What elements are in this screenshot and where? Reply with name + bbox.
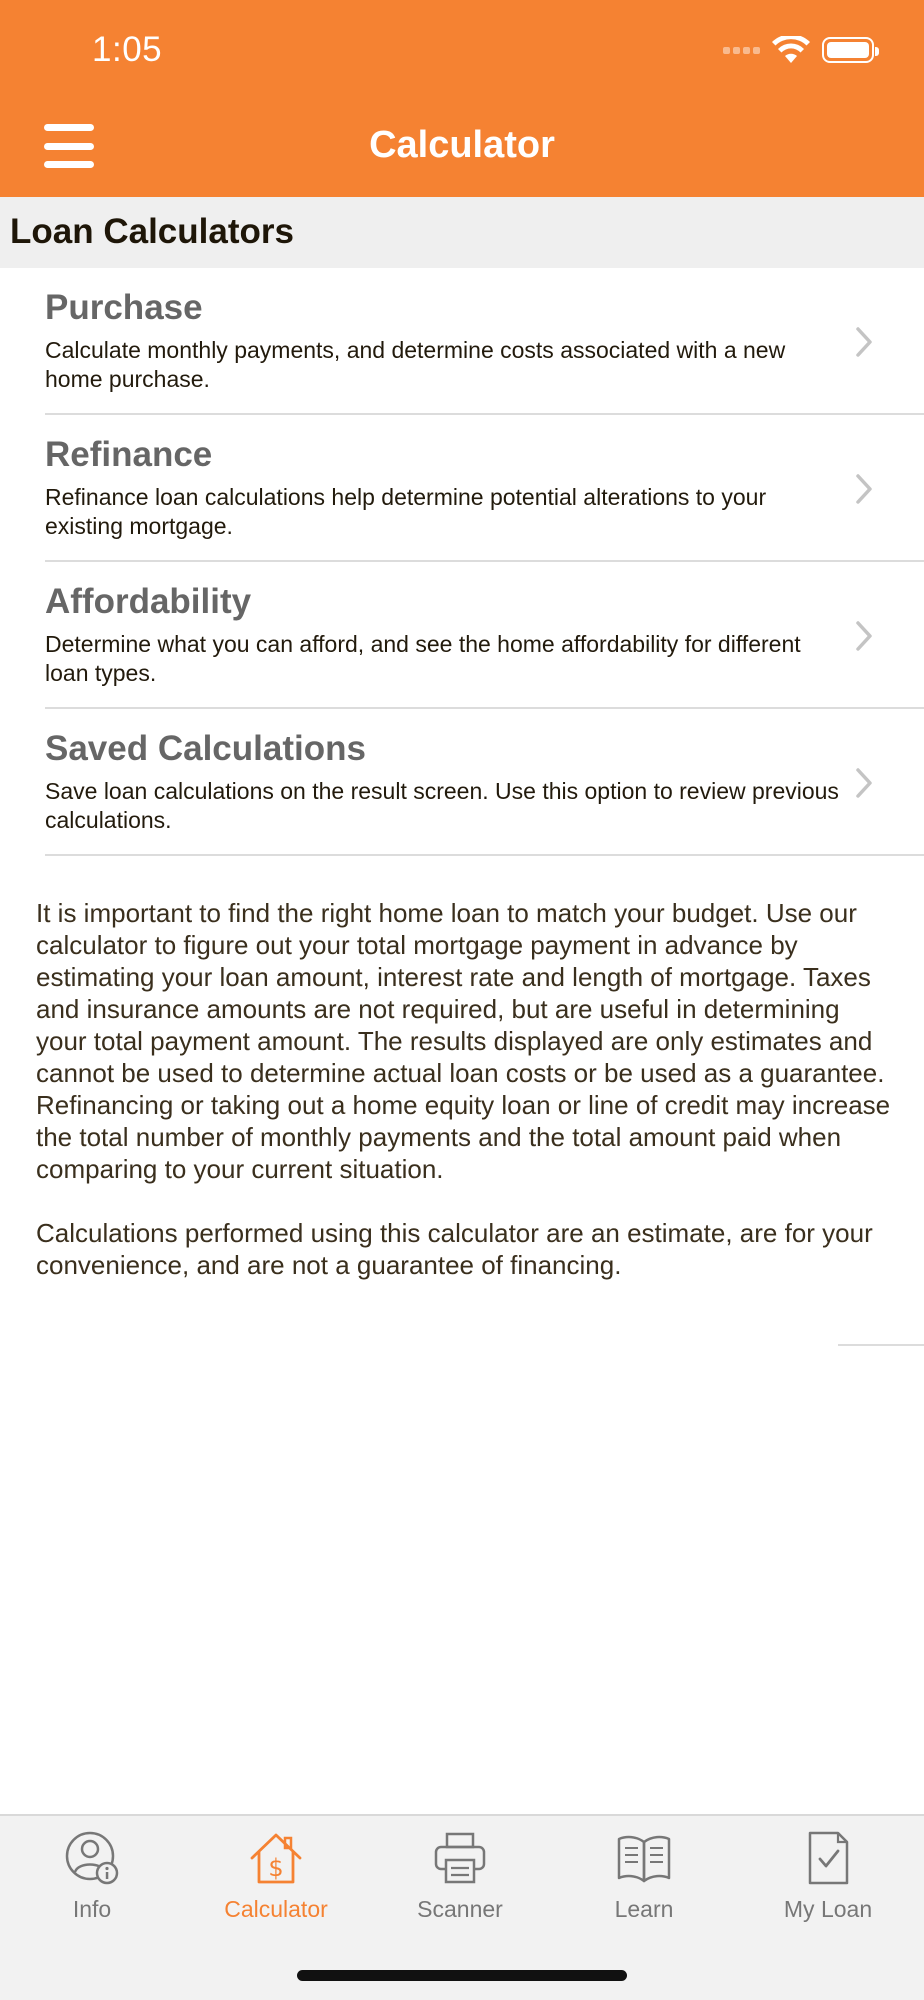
section-title: Loan Calculators [10, 212, 294, 251]
calculator-item-title: Affordability [45, 582, 252, 621]
calculator-item-description: Determine what you can afford, and see the home affordability for different loan types. [45, 631, 801, 686]
tab-label: My Loan [783, 1896, 873, 1922]
calculator-item-title: Purchase [45, 288, 203, 327]
cellular-signal-icon [723, 47, 760, 54]
calculator-item-affordability[interactable] [0, 562, 924, 709]
status-icons [723, 36, 874, 64]
calculator-disclaimer [36, 897, 896, 1281]
wifi-icon [772, 36, 810, 64]
calculator-item-description: Calculate monthly payments, and determine costs associated with a new home purchase. [45, 337, 786, 392]
home-indicator [297, 1970, 627, 1981]
tab-label: Info [72, 1896, 112, 1922]
person-info-icon [64, 1830, 120, 1886]
tab-label: Learn [614, 1896, 674, 1922]
disclaimer-paragraph: It is important to find the right home loan to match your budget. Use our calculator to figure out your total mortgage payment in advance by estimating your loan amount, interest rate and length of mortgage. Taxes and insurance amounts are not required, but are useful in determining your total payment amount. The results displayed are only estimates and cannot be used to determine actual loan costs or be used as a guarantee. Refinancing or taking out a home equity loan or line of credit may increase the total number of monthly payments and the total amount paid when comparing to your current situation. [36, 898, 891, 1184]
chevron-right-icon [849, 766, 879, 800]
svg-text:$: $ [268, 1854, 284, 1882]
status-time: 1:05 [92, 30, 163, 69]
tab-label: Scanner [417, 1896, 503, 1922]
tab-calculator[interactable] [184, 1830, 368, 1940]
tab-label: Calculator [224, 1896, 328, 1922]
chevron-right-icon [849, 325, 879, 359]
tab-info[interactable] [0, 1830, 184, 1940]
divider [838, 1344, 924, 1346]
chevron-right-icon [849, 472, 879, 506]
tab-scanner[interactable] [368, 1830, 552, 1940]
house-dollar-icon [248, 1830, 304, 1886]
document-check-icon [800, 1830, 856, 1886]
calculator-item-refinance[interactable] [0, 415, 924, 562]
calculator-item-title: Refinance [45, 435, 213, 474]
row-divider [45, 854, 924, 856]
printer-icon [432, 1830, 488, 1886]
section-header [0, 197, 924, 268]
tab-learn[interactable] [552, 1830, 736, 1940]
disclaimer-paragraph: Calculations performed using this calculator are an estimate, are for your convenience, and are not a guarantee of financing. [36, 1218, 873, 1280]
calculator-item-title: Saved Calculations [45, 729, 366, 768]
calculator-item-purchase[interactable] [0, 268, 924, 415]
open-book-icon [616, 1830, 672, 1886]
page-title: Calculator [369, 124, 555, 166]
calculator-item-saved-calculations[interactable] [0, 709, 924, 856]
calculator-list [0, 268, 924, 856]
top-navigation-bar [0, 0, 924, 197]
battery-icon [822, 37, 874, 63]
tab-my-loan[interactable] [736, 1830, 920, 1940]
chevron-right-icon [849, 619, 879, 653]
calculator-item-description: Save loan calculations on the result screen. Use this option to review previous calculations. [45, 778, 839, 833]
calculator-item-description: Refinance loan calculations help determine potential alterations to your existing mortgage. [45, 484, 767, 539]
